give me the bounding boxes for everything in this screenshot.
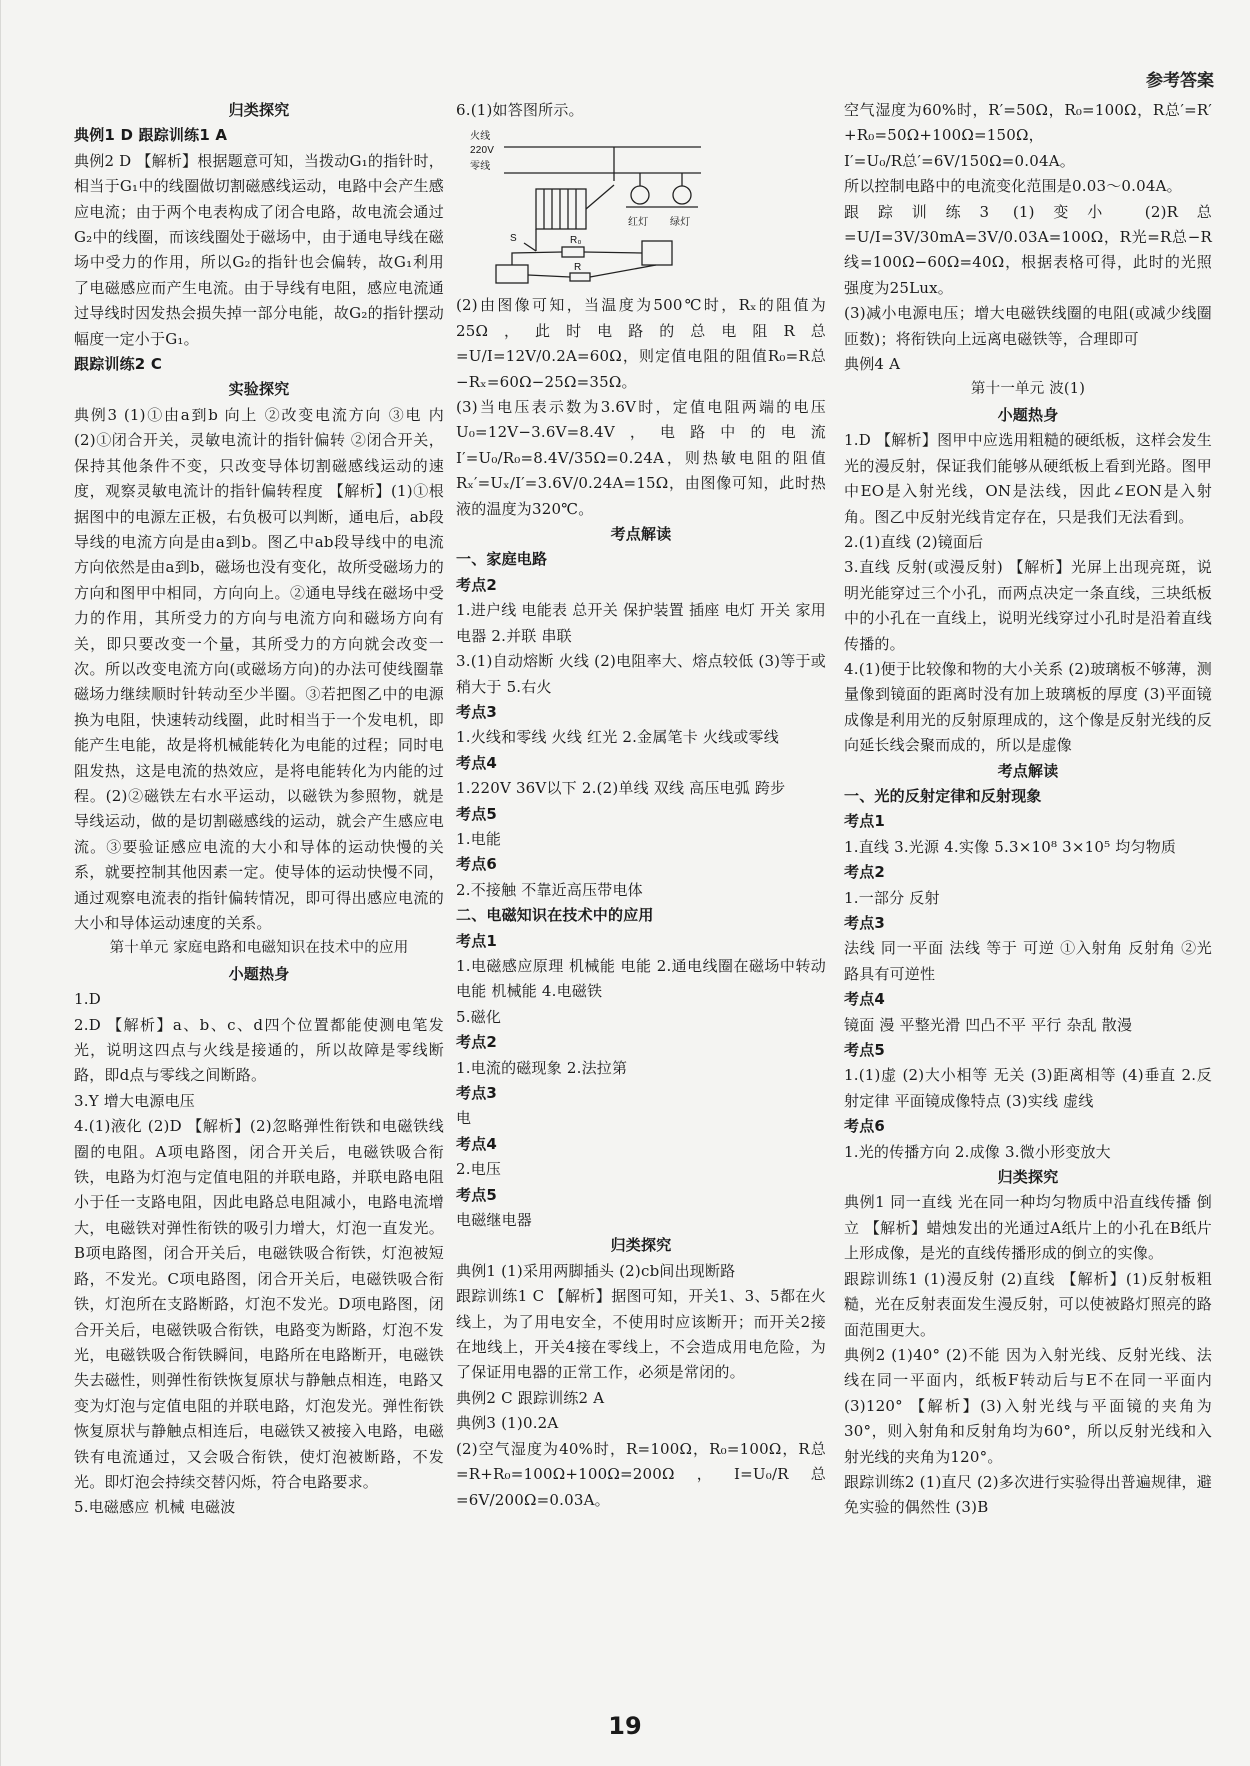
- question-6-intro: 6.(1)如答图所示。: [456, 101, 584, 119]
- section-heading: 考点解读: [997, 761, 1059, 780]
- section-heading: 归类探究: [997, 1168, 1059, 1187]
- answer-line: (2)由图像可知，当温度为500℃时，Rₓ的阻值为25Ω，此时电路的总电阻R总=U/I=12V/0.2A=60Ω，则定值电阻的阻值R₀=R总−Rₓ=60Ω−25Ω=35Ω。: [456, 296, 826, 391]
- answer-line: 典例1 同一直线 光在同一种均匀物质中沿直线传播 倒立 【解析】蜡烛发出的光通过A纸片上的小孔在B纸片上形成像，是光的直线传播形成的倒立的实像。: [844, 1193, 1212, 1263]
- answer-line: (2)空气湿度为40%时，R=100Ω，R₀=100Ω，R总=R+R₀=100Ω+100Ω=200Ω，I=U₀/R总=6V/200Ω=0.03A。: [456, 1439, 826, 1509]
- answer-line: 2.(1)直线 (2)镜面后: [844, 532, 984, 551]
- column-left: [74, 98, 444, 1521]
- label-red-lamp: 红灯: [628, 217, 649, 229]
- answer-line: 1.电能: [456, 829, 502, 848]
- answer-line: 3.Y 增大电源电压: [74, 1091, 195, 1110]
- answer-line: 跟踪训练3 (1)变小 (2)R总=U/I=3V/30mA=3V/0.03A=100Ω，R光=R总−R线=100Ω−60Ω=40Ω，根据表格可得，此时的光照强度为25Lux。: [844, 202, 1212, 297]
- answer-line: 考点1: [844, 812, 886, 831]
- column-middle-text: [456, 293, 826, 1513]
- answer-line: 考点6: [456, 855, 498, 874]
- answer-line: 镜面 漫 平整光滑 凹凸不平 平行 杂乱 散漫: [844, 1015, 1133, 1034]
- section-heading: 实验探究: [228, 380, 290, 399]
- answer-line: 考点1: [456, 931, 498, 950]
- page-header-title: 参考答案: [1146, 71, 1214, 91]
- label-r: R: [574, 262, 582, 274]
- answer-line: 2.D 【解析】a、b、c、d四个位置都能使测电笔发光，说明这四点与火线是接通的，所以故障是零线断路，即d点与零线之间断路。: [74, 1015, 444, 1085]
- answer-line: 典例3 (1)①由a到b 向上 ②改变电流方向 ③电 内 (2)①闭合开关，灵敏电流计的指针偏转 ②闭合开关，保持其他条件不变，只改变导体切割磁感线运动的速度，观察灵敏电流计的指针偏转程度 【解析】(1)①根据图中的电源左正极，右负极可以判断，通电后，ab段导线的电流方向是由a到b。图乙中ab段导线中的电流方向依然是由a到b，磁场也没有变化，故所受磁场力的方向和图甲中相同，方向向上。②通电导线在磁场中受力的作用，其所受力的方向与电流方向和磁场方向有关，即只要改变一个量，其所受力的方向就会改变一次。所以改变电流方向(或磁场方向)的办法可使线圈靠磁场力继续顺时针转动至少半圈。③若把图乙中的电源换为电阻，快速转动线圈，此时相当于一个发电机，即能产生电能，故是将机械能转化为电能的过程；同时电阻发热，这是电流的热效应，是将电能转化为内能的过程。(2)②磁铁左右水平运动，以磁铁为参照物，就是导线运动，做的是切割磁感线的运动，就会产生感应电流。③要验证感应电流的大小和导体的运动快慢的关系，就要控制其他因素一定。使导体的运动快慢不同，通过观察电流表的指针偏转情况，即可得出感应电流的大小和导体运动速度的关系。: [74, 405, 444, 932]
- answer-line: 考点4: [456, 1134, 498, 1153]
- answer-line: 1.火线和零线 火线 红光 2.金属笔卡 火线或零线: [456, 728, 779, 747]
- label-green-lamp: 绿灯: [670, 217, 691, 229]
- answer-line: 5.磁化: [456, 1007, 502, 1026]
- answer-line: 典例2 D 【解析】根据题意可知，当拨动G₁的指针时，相当于G₁中的线圈做切割磁感线运动，电路中会产生感应电流；由于两个电表构成了闭合电路，故电流会通过G₂中的线圈，而该线圈处于磁场中，由于通电导线在磁场中受力的作用，所以G₂的指针也会偏转，故G₁利用了电磁感应而产生电流。由于导线有电阻，感应电流通过导线时因发热会损失掉一部分电能，故G₂的指针摆动幅度一定小于G₁。: [74, 151, 444, 348]
- answer-line: 1.电磁感应原理 机械能 电能 2.通电线圈在磁场中转动 电能 机械能 4.电磁铁: [456, 956, 826, 1001]
- answer-line: 所以控制电路中的电流变化范围是0.03～0.04A。: [844, 177, 1182, 196]
- answer-line: 考点6: [844, 1117, 886, 1136]
- section-heading: 考点解读: [610, 525, 672, 544]
- section-heading: 小题热身: [228, 964, 290, 983]
- circuit-diagram: [466, 125, 706, 289]
- answer-line: 考点5: [456, 804, 498, 823]
- answer-line: 1.直线 3.光源 4.实像 5.3×10⁸ 3×10⁵ 均匀物质: [844, 837, 1177, 856]
- answer-line: 1.D 【解析】图甲中应选用粗糙的硬纸板，这样会发生光的漫反射，保证我们能够从硬纸板上看到光路。图甲中EO是入射光线，ON是法线，因此∠EON是入射角。图乙中反射光线肯定存在，只是我们无法看到。: [844, 431, 1212, 526]
- answer-line: 考点3: [456, 702, 498, 721]
- answer-line: 电: [456, 1109, 472, 1128]
- answer-line: 考点4: [844, 990, 886, 1009]
- answer-line: 4.(1)便于比较像和物的大小关系 (2)玻璃板不够薄，测量像到镜面的距离时没有加上玻璃板的厚度 (3)平面镜成像是利用光的反射原理成的，这个像是反射光线的反向延长线会聚而成的，所以是虚像: [844, 659, 1212, 755]
- answer-line: 3.直线 反射(或漫反射) 【解析】光屏上出现亮斑，说明光能穿过三个小孔，而两点决定一条直线，三块纸板中的小孔在一直线上，说明光线穿过小孔时是沿着直线传播的。: [844, 558, 1212, 653]
- answer-line: 1.进户线 电能表 总开关 保护装置 插座 电灯 开关 家用电器 2.并联 串联: [456, 601, 826, 645]
- answer-line: 典例1 D 跟踪训练1 A: [74, 126, 228, 145]
- answer-line: 1.电流的磁现象 2.法拉第: [456, 1058, 628, 1077]
- page-number: 19: [608, 1712, 642, 1740]
- label-switch: S: [510, 233, 517, 245]
- answer-line: 跟踪训练2 (1)直尺 (2)多次进行实验得出普遍规律，避免实验的偶然性 (3)B: [844, 1472, 1212, 1517]
- label-neutral-wire: 零线: [470, 161, 491, 173]
- answer-line: 法线 同一平面 法线 等于 可逆 ①入射角 反射角 ②光路具有可逆性: [844, 939, 1212, 983]
- answer-line: 4.(1)液化 (2)D 【解析】(2)忽略弹性衔铁和电磁铁线圈的电阻。A项电路图，闭合开关后，电磁铁吸合衔铁，电路为灯泡与定值电阻的并联电路，并联电路电阻小于任一支路电阻，因此电路总电阻减小，电路电流增大，电磁铁对弹性衔铁的吸引力增大，灯泡一直发光。B项电路图，闭合开关后，电磁铁吸合衔铁，灯泡被短路，不发光。C项电路图，闭合开关后，电磁铁吸合衔铁，灯泡所在支路断路，灯泡不发光。D项电路图，闭合开关后，电磁铁吸合衔铁，电路变为断路，灯泡不发光，电磁铁吸合衔铁瞬间，电路所在电路断开，电磁铁失去磁性，则弹性衔铁恢复原状与静触点相连，电路又变为灯泡与定值电阻的并联电路，灯泡发光。弹性衔铁恢复原状与静触点相连后，电磁铁又被接入电路，电磁铁有电流通过，又会吸合衔铁，使灯泡被断路，不发光。即灯泡会持续交替闪烁，符合电路要求。: [74, 1117, 444, 1491]
- answer-line: 跟踪训练1 C 【解析】据图可知，开关1、3、5都在火线上，为了用电安全，不使用时应该断开；而开关2接在地线上，开关4接在零线上，不会造成用电危险，为了保证用电器的正常工作，必须是常闭的。: [456, 1287, 826, 1382]
- answer-line: 考点3: [844, 914, 886, 932]
- answer-line: 典例4 A: [844, 355, 901, 374]
- answer-line: 一、家庭电路: [456, 550, 548, 569]
- answer-line: 典例3 (1)0.2A: [456, 1414, 559, 1433]
- answer-line: 典例2 (1)40° (2)不能 因为入射光线、反射光线、法线在同一平面内，纸板F转动后与E不在同一平面内 (3)120° 【解析】(3)入射光线与平面镜的夹角为30°，则入射角和反射角均为60°，所以反射光线和入射光线的夹角为120°。: [844, 1345, 1212, 1466]
- answer-line: 考点2: [844, 863, 886, 882]
- answer-line: 2.不接触 不靠近高压带电体: [456, 880, 643, 899]
- answer-line: 3.(1)自动熔断 火线 (2)电阻率大、熔点较低 (3)等于或稍大于 5.右火: [456, 652, 826, 696]
- answer-line: 空气湿度为60%时，R′=50Ω，R₀=100Ω，R总′=R′+R₀=50Ω+100Ω=150Ω，: [844, 101, 1212, 145]
- answer-line: 典例2 C 跟踪训练2 A: [456, 1388, 605, 1407]
- section-heading: 小题热身: [997, 405, 1059, 424]
- answer-line: 电磁继电器: [456, 1211, 533, 1230]
- unit-heading: 第十一单元 波(1): [970, 381, 1086, 398]
- answer-line: 考点2: [456, 575, 498, 594]
- answer-line: 5.电磁感应 机械 电磁波: [74, 1498, 236, 1517]
- answer-line: 跟踪训练1 (1)漫反射 (2)直线 【解析】(1)反射板粗糙，光在反射表面发生漫反射，可以使被路灯照亮的路面范围更大。: [844, 1269, 1212, 1339]
- answer-line: 考点3: [456, 1084, 498, 1102]
- answer-line: 典例1 (1)采用两脚插头 (2)cb间出现断路: [456, 1261, 736, 1280]
- answer-line: (3)减小电源电压；增大电磁铁线圈的电阻(或减少线圈匝数)；将衔铁向上远离电磁铁等，合理即可: [844, 304, 1212, 348]
- answer-line: 考点5: [844, 1041, 886, 1060]
- column-right: [844, 98, 1212, 1521]
- answer-line: 考点5: [456, 1185, 498, 1204]
- answer-line: 考点4: [456, 753, 498, 772]
- unit-heading: 第十单元 家庭电路和电磁知识在技术中的应用: [109, 940, 409, 957]
- answer-line: 1.D: [74, 990, 101, 1009]
- answer-line: 考点2: [456, 1033, 498, 1052]
- label-live-wire: 火线: [470, 131, 491, 143]
- answer-line: 1.光的传播方向 2.成像 3.微小形变放大: [844, 1142, 1111, 1161]
- answer-line: 一、光的反射定律和反射现象: [844, 786, 1042, 805]
- answer-line: I′=U₀/R总′=6V/150Ω=0.04A。: [844, 151, 1075, 170]
- section-heading: 归类探究: [228, 101, 290, 119]
- answer-line: 1.一部分 反射: [844, 888, 940, 907]
- answer-line: 二、电磁知识在技术中的应用: [456, 906, 654, 925]
- column-middle: [456, 98, 826, 1513]
- answer-line: 2.电压: [456, 1160, 502, 1179]
- answer-line: 1.(1)虚 (2)大小相等 无关 (3)距离相等 (4)垂直 2.反射定律 平面镜成像特点 (3)实线 虚线: [844, 1066, 1212, 1110]
- section-heading: 归类探究: [610, 1236, 672, 1255]
- label-voltage: 220V: [470, 145, 495, 157]
- answer-line: 跟踪训练2 C: [74, 355, 163, 374]
- answer-line: 1.220V 36V以下 2.(2)单线 双线 高压电弧 跨步: [456, 779, 786, 798]
- answer-line: (3)当电压表示数为3.6V时，定值电阻两端的电压U₀=12V−3.6V=8.4V，电路中的电流I′=U₀/R₀=8.4V/35Ω=0.24A，则热敏电阻的阻值Rₓ′=Uₓ/I′=3.6V/0.24A=15Ω，由图像可知，此时热液的温度为320℃。: [456, 398, 826, 518]
- label-r0: R₀: [570, 235, 582, 247]
- page-edge-line: [0, 0, 1, 1766]
